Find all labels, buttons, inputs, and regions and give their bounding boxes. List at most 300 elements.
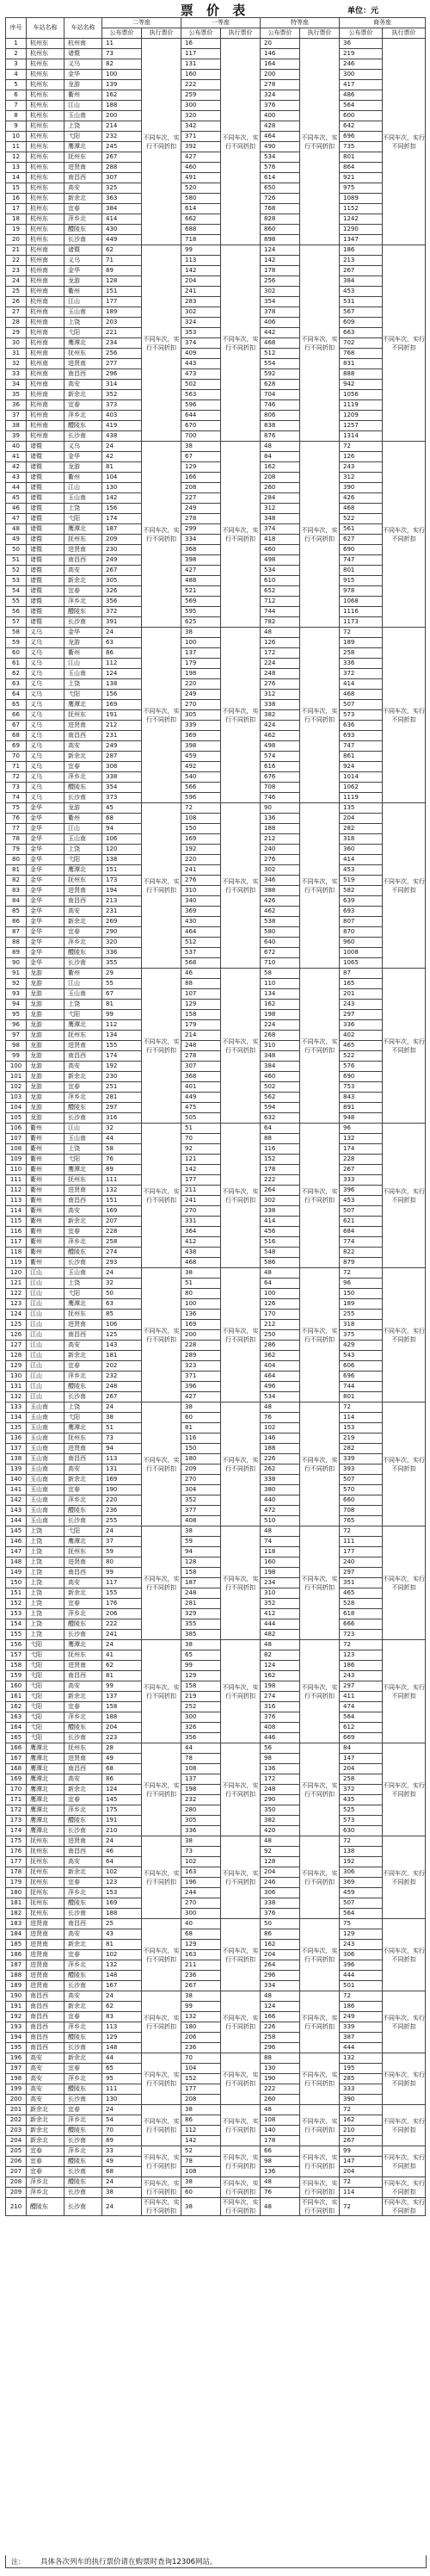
table-row [6,173,426,183]
row-from-station: 玉山南 [27,1434,64,1444]
row-from-station: 义乌 [27,793,64,803]
row-from-station: 弋阳 [27,1702,64,1712]
header-premium-class: 特等座 [261,18,340,28]
row-seq: 34 [6,380,27,390]
row-second-published-price: 81 [102,462,142,473]
row-business-published-price: 204 [340,814,383,824]
table-row [6,710,426,721]
row-premium-published-price: 246 [261,1878,300,1888]
row-to-station: 金华 [64,628,102,638]
row-premium-published-price: 146 [261,1434,300,1444]
row-from-station: 金华 [27,865,64,876]
header-second-class: 二等座 [102,18,181,28]
table-row [6,1909,426,1919]
row-premium-published-price: 348 [261,514,300,524]
row-second-published-price: 384 [102,204,142,214]
row-business-published-price: 639 [340,896,383,907]
row-first-published-price: 38 [181,2198,221,2216]
row-premium-published-price: 708 [261,783,300,793]
row-from-station: 江山 [27,1310,64,1320]
row-to-station: 南昌西 [64,896,102,907]
row-second-published-price: 24 [102,1836,142,1847]
row-premium-published-price: 338 [261,1206,300,1217]
row-to-station: 醴陵东 [64,1382,102,1392]
row-from-station: 江山 [27,1279,64,1289]
row-premium-published-price: 152 [261,1155,300,1165]
row-to-station: 鹰潭北 [64,700,102,710]
row-second-actual-price-note: 不同车次，实行不同折扣 [142,39,181,245]
table-row [6,1217,426,1227]
row-seq: 112 [6,1186,27,1196]
row-second-published-price: 42 [102,452,142,462]
row-seq: 93 [6,989,27,1000]
row-premium-published-price: 66 [261,2146,300,2157]
row-seq: 50 [6,545,27,555]
row-to-station: 新余北 [64,390,102,400]
row-to-station: 宜春 [64,927,102,938]
row-from-station: 诸暨 [27,483,64,493]
row-business-actual-price-note: 不同车次，实行不同折扣 [383,1526,426,1640]
row-from-station: 进贤南 [27,1940,64,1950]
row-to-station: 长沙南 [64,1733,102,1743]
row-premium-published-price: 628 [261,380,300,390]
row-business-published-price: 879 [340,1258,383,1268]
row-business-actual-price-note: 不同车次，实行不同折扣 [383,1919,426,1991]
row-first-published-price: 131 [181,59,221,70]
row-from-station: 杭州东 [27,70,64,80]
row-seq: 133 [6,1403,27,1413]
row-premium-published-price: 160 [261,1557,300,1568]
row-second-published-price: 169 [102,1206,142,1217]
row-to-station: 萍乡北 [64,1609,102,1619]
row-second-published-price: 67 [102,989,142,1000]
row-business-actual-price-note: 不同车次，实行不同折扣 [383,2053,426,2105]
row-first-published-price: 187 [181,1578,221,1588]
table-row [6,1630,426,1640]
row-premium-published-price: 512 [261,349,300,359]
table-row [6,338,426,349]
row-seq: 146 [6,1537,27,1547]
row-first-published-price: 502 [181,380,221,390]
row-from-station: 抚州东 [27,1836,64,1847]
row-second-published-price: 86 [102,648,142,659]
row-second-published-price: 99 [102,1681,142,1692]
row-second-published-price: 51 [102,1423,142,1434]
row-first-published-price: 324 [181,318,221,328]
table-row [6,1062,426,1072]
table-row [6,287,426,297]
row-seq: 63 [6,679,27,690]
row-seq: 138 [6,1454,27,1464]
row-first-published-price: 52 [181,2146,221,2157]
row-first-published-price: 371 [181,132,221,142]
row-business-published-price: 723 [340,1630,383,1640]
row-premium-published-price: 48 [261,2198,300,2216]
row-first-published-price: 38 [181,1991,221,2002]
row-seq: 24 [6,276,27,287]
row-from-station: 杭州南 [27,390,64,400]
row-to-station: 鹰潭北 [64,865,102,876]
row-premium-actual-price-note: 不同车次，实行不同折扣 [300,1919,340,1991]
row-seq: 70 [6,752,27,762]
table-row [6,2105,426,2115]
row-second-published-price: 28 [102,1743,142,1754]
row-seq: 202 [6,2115,27,2126]
row-business-published-price: 582 [340,886,383,896]
row-premium-published-price: 652 [261,586,300,597]
row-second-published-price: 24 [102,2177,142,2188]
row-first-published-price: 152 [181,2074,221,2084]
row-from-station: 上饶 [27,1599,64,1609]
row-first-published-price: 200 [181,1330,221,1341]
row-to-station: 义乌 [64,59,102,70]
row-seq: 123 [6,1299,27,1310]
row-premium-published-price: 286 [261,1341,300,1351]
row-second-published-price: 296 [102,369,142,380]
row-to-station: 新余北 [64,1588,102,1599]
row-premium-published-price: 276 [261,855,300,865]
row-premium-published-price: 496 [261,1382,300,1392]
row-seq: 55 [6,597,27,607]
row-first-published-price: 46 [181,969,221,979]
row-seq: 105 [6,1113,27,1124]
row-to-station: 金华 [64,266,102,276]
row-premium-published-price: 312 [261,690,300,700]
row-first-published-price: 179 [181,1020,221,1031]
row-from-station: 鹰潭北 [27,1805,64,1816]
row-second-published-price: 62 [102,2002,142,2012]
row-seq: 198 [6,2074,27,2084]
row-business-published-price: 522 [340,1051,383,1062]
row-premium-published-price: 464 [261,1372,300,1382]
row-premium-published-price: 166 [261,2012,300,2022]
table-row [6,1124,426,1134]
row-seq: 85 [6,907,27,917]
table-row [6,1258,426,1268]
table-row [6,183,426,194]
row-seq: 27 [6,307,27,318]
row-to-station: 江山 [64,659,102,669]
row-business-published-price: 372 [340,669,383,679]
row-second-published-price: 191 [102,1816,142,1826]
row-first-published-price: 300 [181,101,221,111]
row-seq: 176 [6,1847,27,1857]
row-from-station: 衢州 [27,1258,64,1268]
table-row [6,1248,426,1258]
row-business-published-price: 753 [340,1082,383,1093]
row-business-published-price: 213 [340,256,383,266]
row-first-published-price: 305 [181,1816,221,1826]
row-premium-published-price: 108 [261,2115,300,2126]
table-row [6,2012,426,2022]
table-row [6,1712,426,1723]
row-business-actual-price-note: 不同车次，实行不同折扣 [383,442,426,628]
row-first-published-price: 38 [181,1268,221,1279]
row-to-station: 长沙南 [64,1981,102,1991]
row-to-station: 萍乡北 [64,1093,102,1103]
row-first-published-price: 222 [181,80,221,90]
row-first-published-price: 304 [181,1485,221,1495]
row-premium-published-price: 334 [261,1981,300,1991]
row-seq: 173 [6,1816,27,1826]
row-premium-published-price: 726 [261,194,300,204]
row-premium-published-price: 262 [261,1464,300,1475]
row-second-published-price: 214 [102,121,142,132]
row-premium-published-price: 162 [261,462,300,473]
row-first-published-price: 289 [181,1351,221,1361]
row-seq: 126 [6,1330,27,1341]
row-business-published-price: 747 [340,555,383,566]
row-from-station: 义乌 [27,690,64,700]
row-business-published-price: 360 [340,845,383,855]
row-first-published-price: 169 [181,834,221,845]
row-premium-published-price: 190 [261,2074,300,2084]
header-published-price: 公布票价 [102,28,142,39]
row-first-published-price: 220 [181,855,221,865]
row-second-published-price: 156 [102,690,142,700]
row-seq: 9 [6,121,27,132]
row-to-station: 高安 [64,1774,102,1785]
row-from-station: 金华 [27,834,64,845]
row-business-published-price: 1290 [340,225,383,235]
row-second-published-price: 130 [102,483,142,493]
table-row [6,1372,426,1382]
table-row [6,721,426,731]
table-row [6,111,426,121]
row-to-station: 新余北 [64,752,102,762]
row-seq: 7 [6,101,27,111]
row-business-actual-price-note: 不同车次，实行不同折扣 [383,2177,426,2198]
row-from-station: 诸暨 [27,452,64,462]
row-first-published-price: 280 [181,1805,221,1816]
row-to-station: 南昌西 [64,173,102,183]
row-from-station: 进贤南 [27,1971,64,1981]
row-seq: 49 [6,535,27,545]
row-from-station: 上饶 [27,1619,64,1630]
table-row [6,101,426,111]
row-seq: 33 [6,369,27,380]
table-row [6,752,426,762]
row-second-published-price: 81 [102,1940,142,1950]
row-to-station: 萍乡北 [64,597,102,607]
table-row [6,1227,426,1237]
row-premium-published-price: 562 [261,1093,300,1103]
row-business-published-price: 99 [340,2146,383,2157]
row-first-published-price: 299 [181,524,221,535]
row-from-station: 金华 [27,948,64,958]
row-seq: 39 [6,431,27,442]
row-seq: 149 [6,1568,27,1578]
row-from-station: 南昌西 [27,2022,64,2033]
row-second-published-price: 145 [102,1795,142,1805]
row-business-published-price: 570 [340,1485,383,1495]
row-from-station: 义乌 [27,648,64,659]
page-title: 票 价 表 [180,3,250,18]
row-from-station: 诸暨 [27,535,64,545]
row-second-actual-price-note: 不同车次，实行不同折扣 [142,2053,181,2105]
row-to-station: 上饶 [64,1144,102,1155]
row-from-station: 玉山南 [27,1423,64,1434]
row-first-published-price: 670 [181,421,221,431]
row-second-published-price: 81 [102,1000,142,1010]
row-from-station: 江山 [27,1351,64,1361]
row-first-published-price: 16 [181,39,221,49]
row-second-published-price: 123 [102,1878,142,1888]
row-premium-published-price: 142 [261,256,300,266]
table-row [6,142,426,152]
row-first-published-price: 219 [181,1692,221,1702]
row-second-published-price: 137 [102,1692,142,1702]
table-row [6,524,426,535]
row-second-published-price: 293 [102,1258,142,1268]
row-premium-published-price: 76 [261,1413,300,1423]
row-first-published-price: 443 [181,359,221,369]
row-second-actual-price-note: 不同车次，实行不同折扣 [142,245,181,442]
row-seq: 31 [6,349,27,359]
row-premium-published-price: 444 [261,1619,300,1630]
row-first-published-price: 129 [181,1940,221,1950]
row-premium-published-price: 296 [261,1971,300,1981]
row-from-station: 玉山南 [27,1506,64,1516]
table-row [6,762,426,772]
row-premium-published-price: 56 [261,1743,300,1754]
row-from-station: 龙游 [27,1103,64,1113]
row-premium-published-price: 88 [261,1134,300,1144]
row-premium-published-price: 124 [261,1661,300,1671]
row-business-published-price: 312 [340,473,383,483]
row-premium-actual-price-note: 不同车次，实行不同折扣 [300,442,340,628]
row-first-actual-price-note: 不同车次，实行不同折扣 [221,1836,261,1919]
row-premium-published-price: 672 [261,948,300,958]
row-first-published-price: 206 [181,2033,221,2043]
row-premium-published-price: 48 [261,1991,300,2002]
row-seq: 150 [6,1578,27,1588]
row-business-published-price: 609 [340,318,383,328]
row-first-published-price: 310 [181,886,221,896]
table-row [6,1165,426,1175]
row-second-published-price: 419 [102,421,142,431]
row-from-station: 诸暨 [27,524,64,535]
row-seq: 2 [6,49,27,59]
row-to-station: 江山 [64,483,102,493]
row-first-published-price: 580 [181,194,221,204]
row-premium-published-price: 306 [261,1888,300,1898]
table-row [6,1971,426,1981]
table-row [6,1888,426,1898]
table-row [6,1434,426,1444]
row-second-actual-price-note: 不同车次，实行不同折扣 [142,1124,181,1268]
row-business-actual-price-note: 不同车次，实行不同折扣 [383,39,426,245]
row-business-published-price: 501 [340,1981,383,1991]
row-second-published-price: 82 [102,59,142,70]
row-first-published-price: 520 [181,183,221,194]
row-from-station: 龙游 [27,979,64,989]
row-first-actual-price-note: 不同车次，实行不同折扣 [221,1124,261,1268]
table-row [6,1950,426,1960]
row-first-published-price: 475 [181,1103,221,1113]
table-row [6,462,426,473]
row-first-published-price: 270 [181,700,221,710]
row-second-published-price: 64 [102,1857,142,1867]
row-first-published-price: 236 [181,1971,221,1981]
header-seq: 序号 [6,18,27,39]
row-second-published-price: 63 [102,1299,142,1310]
row-from-station: 上饶 [27,1578,64,1588]
row-second-published-price: 73 [102,49,142,59]
row-second-published-price: 132 [102,1960,142,1971]
row-business-published-price: 297 [340,1010,383,1020]
row-first-published-price: 108 [181,2167,221,2177]
row-seq: 180 [6,1888,27,1898]
row-second-actual-price-note: 不同车次，实行不同折扣 [142,1743,181,1836]
table-row [6,452,426,462]
row-seq: 4 [6,70,27,80]
row-first-published-price: 625 [181,617,221,628]
row-business-published-price: 696 [340,132,383,142]
row-to-station: 宜春 [64,762,102,772]
row-first-published-price: 644 [181,411,221,421]
row-premium-published-price: 178 [261,2136,300,2146]
table-row [6,1495,426,1506]
row-from-station: 上饶 [27,1526,64,1537]
row-second-published-price: 169 [102,1898,142,1909]
row-premium-published-price: 212 [261,834,300,845]
row-from-station: 萍乡北 [27,2177,64,2188]
row-to-station: 长沙南 [64,1258,102,1268]
row-to-station: 龙游 [64,80,102,90]
row-from-station: 义乌 [27,752,64,762]
row-first-published-price: 40 [181,1919,221,1929]
row-first-published-price: 355 [181,1619,221,1630]
row-premium-published-price: 806 [261,411,300,421]
row-premium-published-price: 274 [261,1692,300,1702]
row-from-station: 金华 [27,824,64,834]
row-seq: 80 [6,855,27,865]
table-row [6,1144,426,1155]
row-second-published-price: 249 [102,555,142,566]
row-to-station: 进贤南 [64,1186,102,1196]
row-business-published-price: 36 [340,39,383,49]
row-to-station: 南昌西 [64,731,102,741]
row-seq: 151 [6,1588,27,1599]
row-to-station: 龙游 [64,276,102,287]
row-from-station: 诸暨 [27,576,64,586]
row-second-actual-price-note: 不同车次，实行不同折扣 [142,1526,181,1640]
row-from-station: 衢州 [27,1217,64,1227]
row-seq: 203 [6,2126,27,2136]
row-premium-published-price: 250 [261,1330,300,1341]
table-row [6,1320,426,1330]
row-first-published-price: 377 [181,1506,221,1516]
row-from-station: 鹰潭北 [27,1826,64,1836]
row-seq: 81 [6,865,27,876]
row-first-published-price: 99 [181,2002,221,2012]
row-first-published-price: 38 [181,1526,221,1537]
row-from-station: 鹰潭北 [27,1816,64,1826]
table-row [6,1650,426,1661]
row-to-station: 宜春 [64,400,102,411]
row-premium-published-price: 594 [261,1103,300,1113]
table-row [6,535,426,545]
table-row [6,969,426,979]
row-seq: 10 [6,132,27,142]
row-first-actual-price-note: 不同车次，实行不同折扣 [221,442,261,628]
row-from-station: 杭州南 [27,276,64,287]
row-second-published-price: 314 [102,380,142,390]
row-second-published-price: 111 [102,1175,142,1186]
row-first-published-price: 169 [181,1320,221,1330]
row-to-station: 醴陵东 [64,1723,102,1733]
